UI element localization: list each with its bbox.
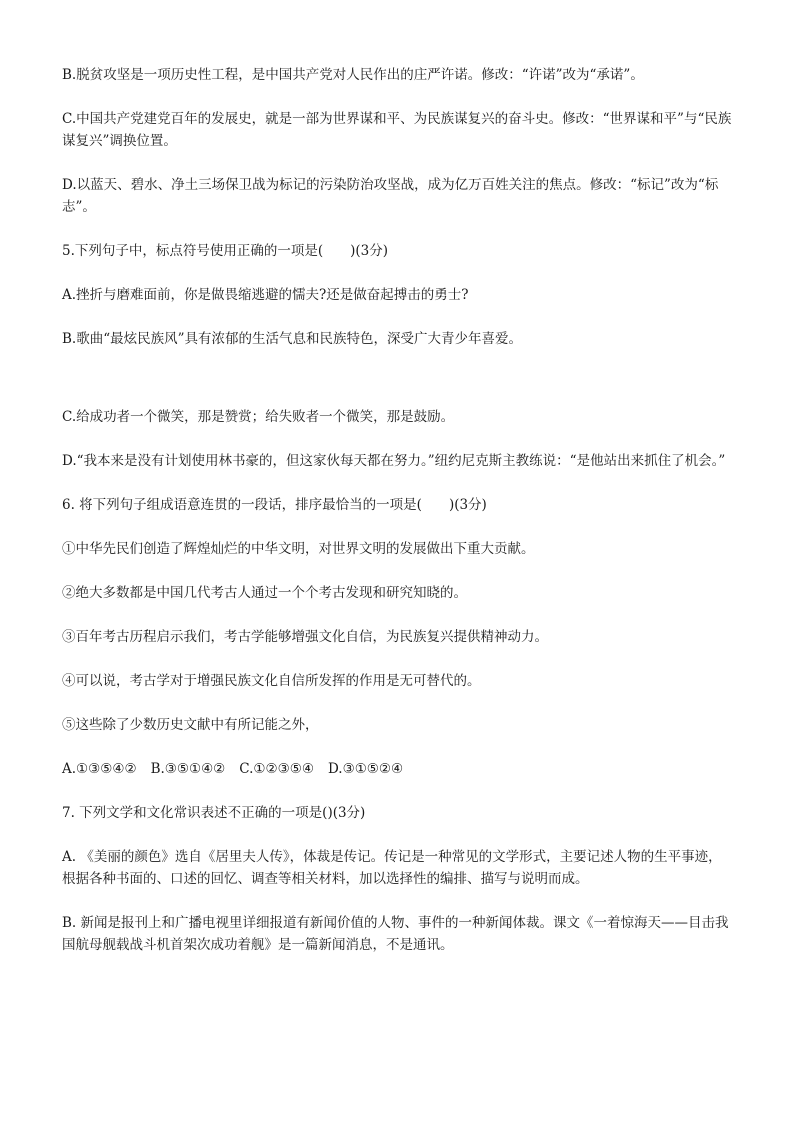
q6-sentence-4: ④可以说，考古学对于增强民族文化自信所发挥的作用是无可替代的。 — [62, 673, 481, 689]
q5-stem: 5.下列句子中，标点符号使用正确的一项是( )(3分) — [62, 243, 389, 259]
q4-option-c: C.中国共产党建党百年的发展史，就是一部为世界谋和平、为民族谋复兴的奋斗史。修改：“世界谋和平”与“民族谋复兴”调换位置。 — [62, 111, 732, 149]
q7-option-b: B. 新闻是报刊上和广播电视里详细报道有新闻价值的人物、事件的一种新闻体裁。课文《一着惊海天——目击我国航母舰载战斗机首架次成功着舰》是一篇新闻消息，不是通讯。 — [62, 915, 729, 953]
q5-option-c: C.给成功者一个微笑，那是赞赏；给失败者一个微笑，那是鼓励。 — [62, 409, 455, 425]
q5-option-a: A.挫折与磨难面前，你是做畏缩逃避的懦夫?还是做奋起搏击的勇士? — [62, 287, 469, 303]
q7-option-a: A. 《美丽的颜色》选自《居里夫人传》，体裁是传记。传记是一种常见的文学形式，主要记述人物的生平事迹，根据各种书面的、口述的回忆、调查等相关材料，加以选择性的编排、描写与说明而成。 — [62, 849, 722, 887]
q6-option-c: C.①②③⑤④ — [239, 761, 314, 777]
q6-sentence-2: ②绝大多数都是中国几代考古人通过一个个考古发现和研究知晓的。 — [62, 585, 467, 601]
q6-sentence-1: ①中华先民们创造了辉煌灿烂的中华文明，对世界文明的发展做出下重大贡献。 — [62, 541, 535, 557]
q6-sentence-5: ⑤这些除了少数历史文献中有所记能之外， — [62, 717, 319, 733]
q4-option-d: D.以蓝天、碧水、净土三场保卫战为标记的污染防治攻坚战，成为亿万百姓关注的焦点。修改：“标记”改为“标志”。 — [62, 177, 719, 215]
q5-option-d: D.“我本来是没有计划使用林书豪的，但这家伙每天都在努力。”纽约尼克斯主教练说：“是他站出来抓住了机会。” — [62, 453, 726, 469]
document-page — [62, 64, 734, 978]
q6-options — [62, 758, 734, 780]
q7-stem: 7. 下列文学和文化常识表述不正确的一项是()(3分) — [62, 805, 366, 821]
q6-option-d: D.③①⑤②④ — [327, 761, 404, 777]
q4-option-b: B.脱贫攻坚是一项历史性工程，是中国共产党对人民作出的庄严许诺。修改：“许诺”改为“承诺”。 — [62, 67, 644, 83]
q6-sentence-3: ③百年考古历程启示我们，考古学能够增强文化自信，为民族复兴提供精神动力。 — [62, 629, 548, 645]
q6-option-b: B.③⑤①④② — [150, 761, 226, 777]
q5-option-b: B.歌曲“最炫民族风”具有浓郁的生活气息和民族特色，深受广大青少年喜爱。 — [62, 331, 523, 347]
q6-option-a: A.①③⑤④② — [62, 761, 137, 777]
q6-stem: 6. 将下列句子组成语意连贯的一段话，排序最恰当的一项是( )(3分) — [62, 497, 487, 513]
